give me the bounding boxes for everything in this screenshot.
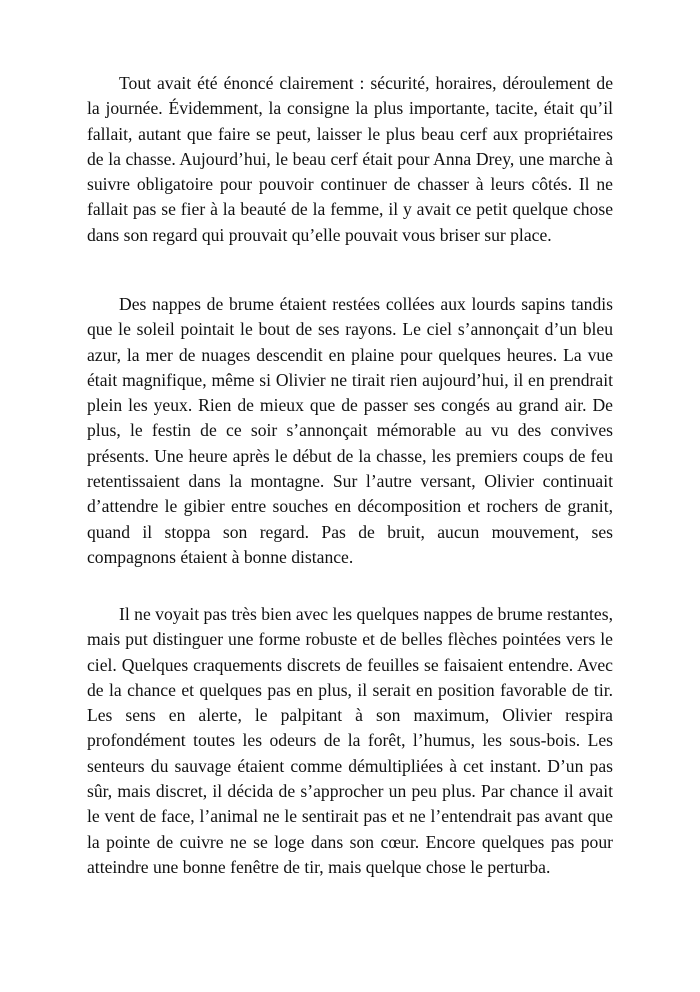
paragraph-text: Tout avait été énoncé clairement : sécurité, horaires, déroulement de la journée. Évidemment, la consigne la plus importante, tacite, était qu’il fallait, autant que faire se peut, laisser le plus beau cerf aux propriétaires de la chasse. Aujourd’hui, le beau cerf était pour Anna Drey, une marche à suivre obligatoire pour pouvoir continuer de chasser à leurs côtés. Il ne fallait pas se fier à la beauté de la femme, il y avait ce petit quelque chose dans son regard qui prouvait qu’elle pouvait vous briser sur place. (87, 73, 613, 245)
paragraph-3 (87, 602, 613, 880)
paragraph-1 (87, 71, 613, 248)
paragraph-text: Des nappes de brume étaient restées collées aux lourds sapins tandis que le soleil pointait le bout de ses rayons. Le ciel s’annonçait d’un bleu azur, la mer de nuages descendit en plaine pour quelques heures. La vue était magnifique, même si Olivier ne tirait rien aujourd’hui, il en prendrait plein les yeux. Rien de mieux que de passer ses congés au grand air. De plus, le festin de ce soir s’annonçait mémorable au vu des convives présents. Une heure après le début de la chasse, les premiers coups de feu retentissaient dans la montagne. Sur l’autre versant, Olivier continuait d’attendre le gibier entre souches en décomposition et rochers de granit, quand il stoppa son regard. Pas de bruit, aucun mouvement, ses compagnons étaient à bonne distance. (87, 294, 613, 567)
paragraph-text: Il ne voyait pas très bien avec les quelques nappes de brume restantes, mais put distinguer une forme robuste et de belles flèches pointées vers le ciel. Quelques craquements discrets de feuilles se faisaient entendre. Avec de la chance et quelques pas en plus, il serait en position favorable de tir. Les sens en alerte, le palpitant à son maximum, Olivier respira profondément toutes les odeurs de la forêt, l’humus, les sous-bois. Les senteurs du sauvage étaient comme démultipliées à cet instant. D’un pas sûr, mais discret, il décida de s’approcher un peu plus. Par chance il avait le vent de face, l’animal ne le sentirait pas et ne l’entendrait pas avant que la pointe de cuivre ne se loge dans son cœur. Encore quelques pas pour atteindre une bonne fenêtre de tir, mais quelque chose le perturba. (87, 604, 613, 877)
paragraph-2 (87, 292, 613, 570)
